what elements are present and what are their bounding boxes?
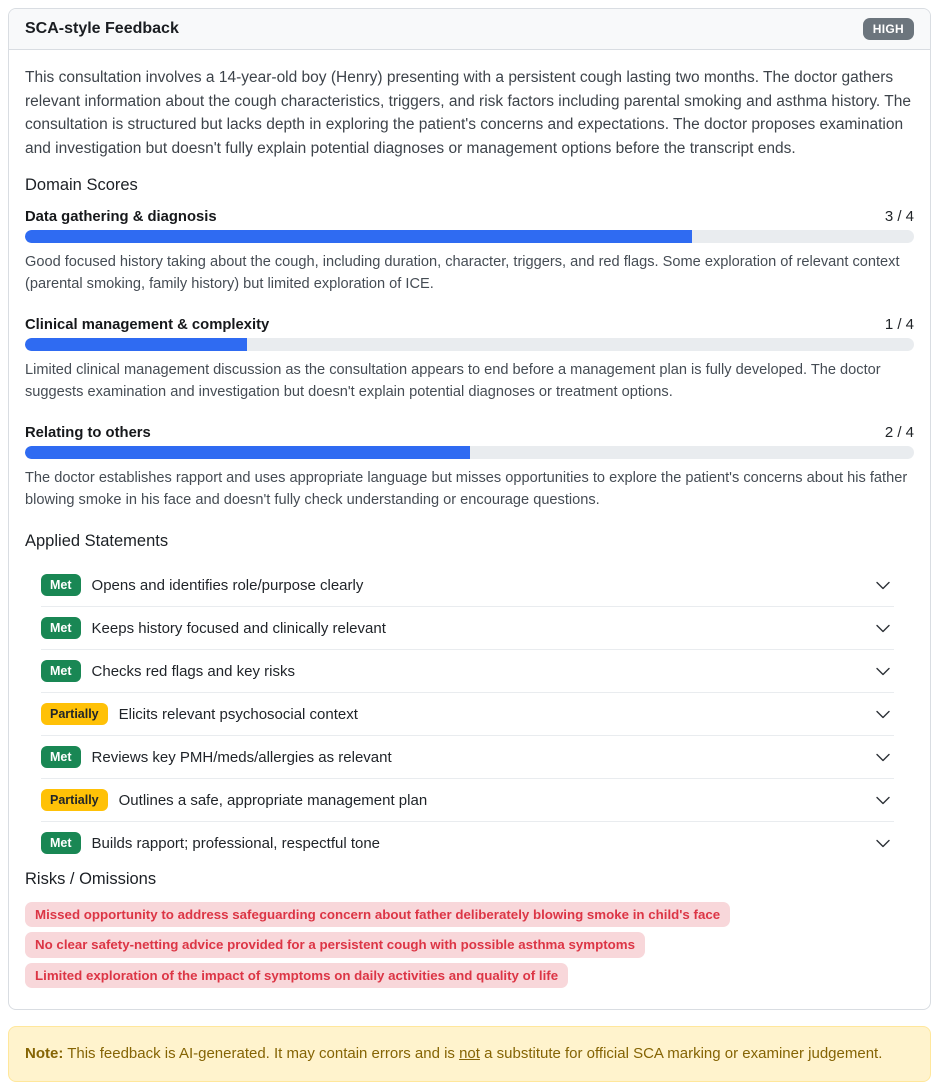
risk-omission-pill: No clear safety-netting advice provided for a persistent cough with possible asthma symptoms bbox=[25, 932, 645, 957]
risk-row bbox=[25, 932, 914, 962]
domain-description: Limited clinical management discussion as the consultation appears to end before a management plan is fully developed. The doctor suggests examination and investigation but doesn't explain potential diagnoses or treatment options. bbox=[25, 362, 881, 400]
domain-score-row bbox=[25, 316, 914, 333]
applied-statement-row[interactable] bbox=[41, 564, 894, 607]
applied-statement-row[interactable] bbox=[41, 693, 894, 736]
statement-label: Keeps history focused and clinically relevant bbox=[91, 619, 386, 637]
note-text-after: a substitute for official SCA marking or examiner judgement. bbox=[479, 1044, 883, 1062]
feedback-card-body bbox=[9, 50, 930, 1009]
risk-row bbox=[25, 963, 914, 993]
applied-statement-row[interactable] bbox=[41, 779, 894, 822]
note-text-before: This feedback is AI-generated. It may contain errors and is bbox=[63, 1044, 460, 1062]
domain-score-row bbox=[25, 424, 914, 441]
domain-progress-track bbox=[25, 446, 914, 459]
applied-statements-heading: Applied Statements bbox=[25, 532, 169, 550]
risk-omission-pill: Limited exploration of the impact of symptoms on daily activities and quality of life bbox=[25, 963, 568, 988]
page-title: SCA-style Feedback bbox=[25, 20, 179, 37]
chevron-down-icon bbox=[874, 662, 892, 680]
domain-description: The doctor establishes rapport and uses appropriate language but misses opportunities to explore the patient's concerns about his father blowing smoke in his face and doesn't fully check understanding or encourage questions. bbox=[25, 470, 908, 508]
applied-statement-row[interactable] bbox=[41, 736, 894, 779]
domain-score-item bbox=[25, 424, 914, 511]
domain-score-item bbox=[25, 208, 914, 295]
chevron-down-icon bbox=[874, 619, 892, 637]
domain-scores-list bbox=[25, 208, 914, 511]
feedback-card-header bbox=[9, 9, 930, 50]
statement-label: Elicits relevant psychosocial context bbox=[118, 705, 358, 723]
risks-list bbox=[25, 902, 914, 993]
chevron-down-icon bbox=[874, 705, 892, 723]
risks-heading: Risks / Omissions bbox=[25, 870, 157, 888]
domain-score-value: 3 / 4 bbox=[884, 208, 914, 225]
domain-progress-fill bbox=[25, 338, 247, 351]
statement-label: Builds rapport; professional, respectful tone bbox=[91, 834, 381, 852]
statement-label: Outlines a safe, appropriate management plan bbox=[118, 791, 428, 809]
note-underlined-word: not bbox=[459, 1044, 480, 1062]
domain-description: Good focused history taking about the cough, including duration, character, triggers, and red flags. Some exploration of relevant context (parental smoking, family history) but limited exploration of ICE. bbox=[25, 254, 900, 292]
applied-statements-list bbox=[41, 564, 894, 864]
status-badge: Partially bbox=[41, 789, 108, 811]
status-badge: Met bbox=[41, 832, 81, 854]
domain-progress-track bbox=[25, 338, 914, 351]
status-badge: Met bbox=[41, 660, 81, 682]
status-badge: Met bbox=[41, 574, 81, 596]
domain-progress-fill bbox=[25, 230, 692, 243]
domain-score-value: 1 / 4 bbox=[884, 316, 914, 333]
status-badge: Met bbox=[41, 746, 81, 768]
chevron-down-icon bbox=[874, 748, 892, 766]
domain-score-item bbox=[25, 316, 914, 403]
domain-score-row bbox=[25, 208, 914, 225]
domain-label: Clinical management & complexity bbox=[25, 317, 270, 333]
chevron-down-icon bbox=[874, 576, 892, 594]
consultation-summary: This consultation involves a 14-year-old boy (Henry) presenting with a persistent cough lasting two months. The doctor gathers relevant information about the cough characteristics, triggers, and risk factors including parental smoking and asthma history. The consultation is structured but lacks depth in exploring the patient's concerns and expectations. The doctor proposes examination and investigation but doesn't fully explain potential diagnoses or management options before the transcript ends. bbox=[25, 69, 911, 157]
risk-row bbox=[25, 902, 914, 932]
statement-label: Checks red flags and key risks bbox=[91, 662, 295, 680]
chevron-down-icon bbox=[874, 791, 892, 809]
note-prefix: Note: bbox=[25, 1044, 64, 1062]
feedback-card bbox=[8, 8, 931, 1010]
domain-progress-fill bbox=[25, 446, 470, 459]
domain-scores-heading: Domain Scores bbox=[25, 176, 138, 194]
domain-score-value: 2 / 4 bbox=[884, 424, 914, 441]
applied-statement-row[interactable] bbox=[41, 650, 894, 693]
status-badge: Partially bbox=[41, 703, 108, 725]
domain-label: Relating to others bbox=[25, 425, 151, 441]
risk-omission-pill: Missed opportunity to address safeguarding concern about father deliberately blowing smoke in child's face bbox=[25, 902, 730, 927]
status-badge: Met bbox=[41, 617, 81, 639]
applied-statement-row[interactable] bbox=[41, 607, 894, 650]
confidence-badge: HIGH bbox=[863, 18, 914, 40]
domain-label: Data gathering & diagnosis bbox=[25, 209, 217, 225]
ai-disclaimer-note bbox=[8, 1026, 931, 1082]
applied-statement-row[interactable] bbox=[41, 822, 894, 864]
chevron-down-icon bbox=[874, 834, 892, 852]
domain-progress-track bbox=[25, 230, 914, 243]
statement-label: Opens and identifies role/purpose clearly bbox=[91, 576, 364, 594]
statement-label: Reviews key PMH/meds/allergies as relevant bbox=[91, 748, 392, 766]
